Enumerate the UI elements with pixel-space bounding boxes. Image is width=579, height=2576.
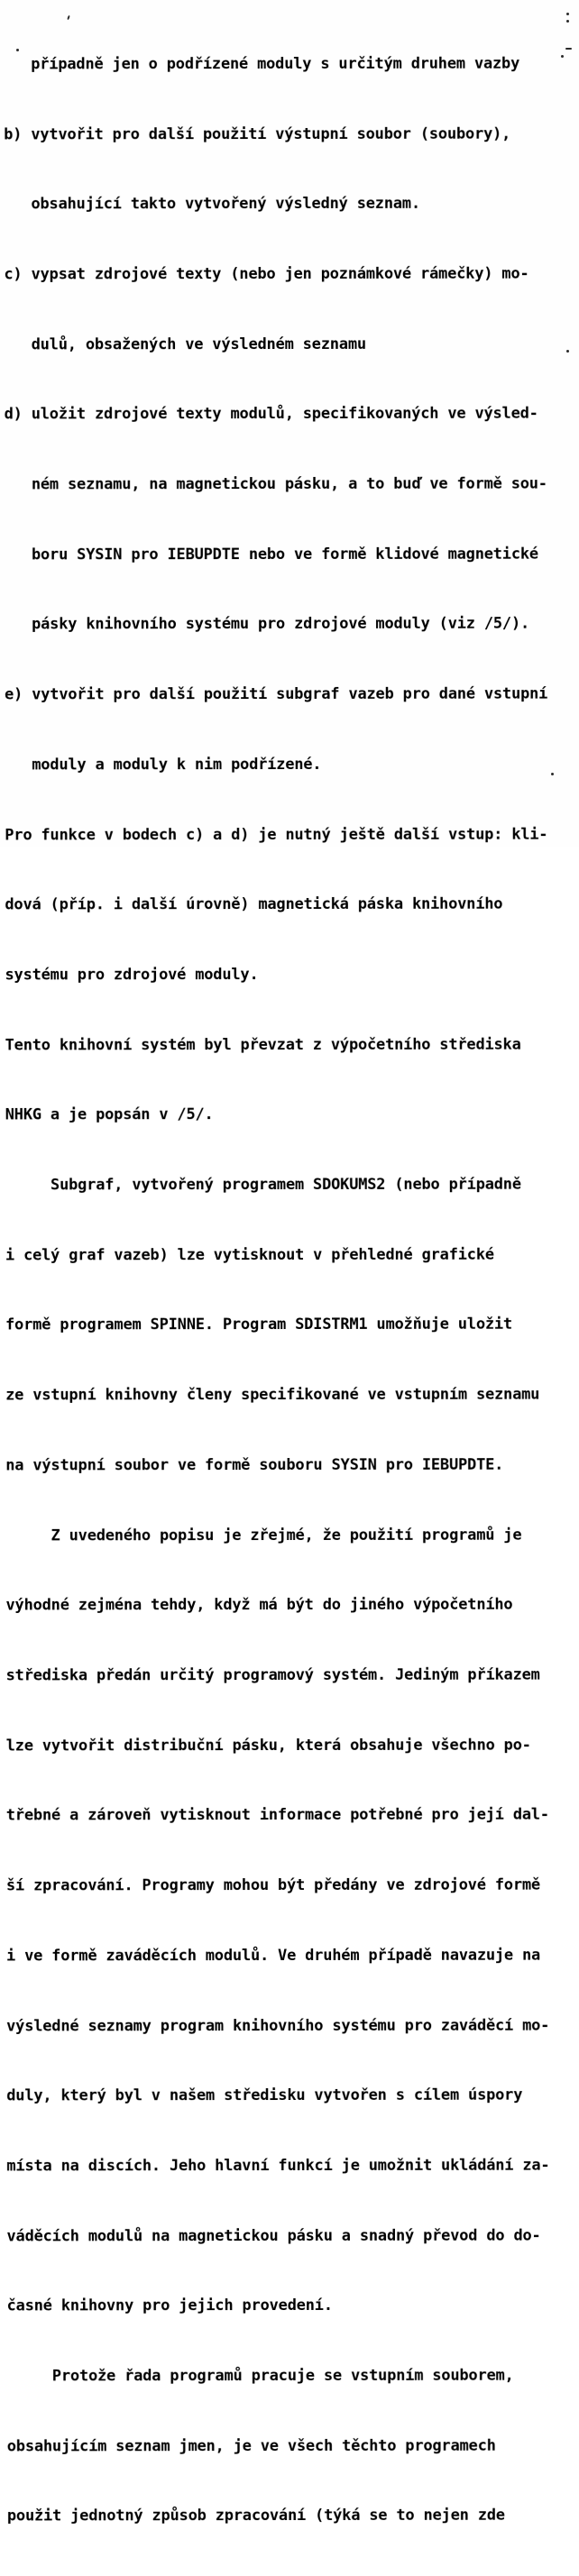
text-line: obsahující takto vytvořený výsledný seznam. xyxy=(4,195,420,214)
text-line: Pro funkce v bodech c) a d) je nutný ještě další vstup: kli- xyxy=(5,825,548,844)
text-line: střediska předán určitý programový systém. Jediným příkazem xyxy=(5,1665,540,1685)
scan-noise-speck xyxy=(16,49,19,51)
text-line: ze vstupní knihovny členy specifikované ve vstupním seznamu xyxy=(5,1385,540,1405)
text-line: duly, který byl v našem středisku vytvořen s cílem úspory xyxy=(6,2086,523,2105)
text-line: dulů, obsažených ve výsledném seznamu xyxy=(4,335,366,354)
text-line: na výstupní soubor ve formě souboru SYSIN pro IEBUPDTE. xyxy=(5,1455,504,1475)
text-line: výsledné seznamy program knihovního systému pro zaváděcí mo- xyxy=(6,2016,550,2035)
text-line: ší zpracování. Programy mohou být předány ve zdrojové formě xyxy=(5,1875,540,1895)
text-line: Subgraf, vytvořený programem SDOKUMS2 (nebo případně xyxy=(5,1175,521,1195)
text-line: použit jednotný způsob zpracování (týká se to nejen zde xyxy=(6,2507,505,2526)
text-line: pásky knihovního systému pro zdrojové moduly (viz /5/). xyxy=(4,615,530,634)
text-line: e) vytvořit pro další použití subgraf vazeb pro dané vstupní xyxy=(5,684,548,704)
typewritten-text-block xyxy=(4,6,575,2576)
scan-noise-speck xyxy=(551,773,554,775)
text-line: Z uvedeného popisu je zřejmé, že použití programů je xyxy=(5,1526,522,1545)
text-line: formě programem SPINNE. Program SDISTRM1 umožňuje uložit xyxy=(5,1316,513,1334)
text-line: dová (příp. i další úrovně) magnetická páska knihovního xyxy=(5,894,503,914)
text-line: i celý graf vazeb) lze vytisknout v přehledné grafické xyxy=(5,1245,494,1265)
text-line: případně jen o podřízené moduly s určitým druhem vazby xyxy=(4,54,520,74)
text-line: moduly a moduly k nim podřízené. xyxy=(5,755,322,775)
text-line: výhodné zejména tehdy, když má být do jiného výpočetního xyxy=(5,1595,513,1615)
scan-noise-speck xyxy=(561,55,564,58)
scan-noise-speck xyxy=(566,13,569,15)
text-line: i ve formě zaváděcích modulů. Ve druhém případě navazuje na xyxy=(6,1946,541,1966)
scan-noise-speck xyxy=(566,350,569,353)
text-line: systému pro zdrojové moduly. xyxy=(5,966,259,985)
text-line: boru SYSIN pro IEBUPDTE nebo ve formě klidové magnetické xyxy=(4,545,538,564)
text-line: Protože řada programů pracuje se vstupním souborem, xyxy=(6,2366,514,2386)
text-line: třebné a zároveň vytisknout informace potřebné pro její dal- xyxy=(5,1805,549,1825)
text-line: c) vypsat zdrojové texty (nebo jen poznámkové rámečky) mo- xyxy=(4,264,529,284)
text-line: ném seznamu, na magnetickou pásku, a to buď ve formě sou- xyxy=(4,474,547,494)
text-line: Tento knihovní systém byl převzat z výpočetního střediska xyxy=(5,1035,521,1055)
scan-noise-speck xyxy=(566,20,569,23)
scan-noise-speck xyxy=(565,48,572,50)
text-line: d) uložit zdrojové texty modulů, specifikovaných ve výsled- xyxy=(4,404,538,424)
text-line: obsahujícím seznam jmen, je ve všech těchto programech xyxy=(6,2436,496,2456)
text-line: NHKG a je popsán v /5/. xyxy=(5,1105,214,1124)
text-line: váděcích modulů na magnetickou pásku a snadný převod do do- xyxy=(6,2226,541,2246)
text-line: lze vytvořit distribuční pásku, která obsahuje všechno po- xyxy=(5,1736,531,1756)
text-line: časné knihovny pro jejich provedení. xyxy=(6,2296,333,2315)
text-line: b) vytvořit pro další použití výstupní soubor (soubory), xyxy=(4,124,511,143)
text-line: místa na discích. Jeho hlavní funkcí je umožnit ukládání za- xyxy=(6,2156,550,2176)
